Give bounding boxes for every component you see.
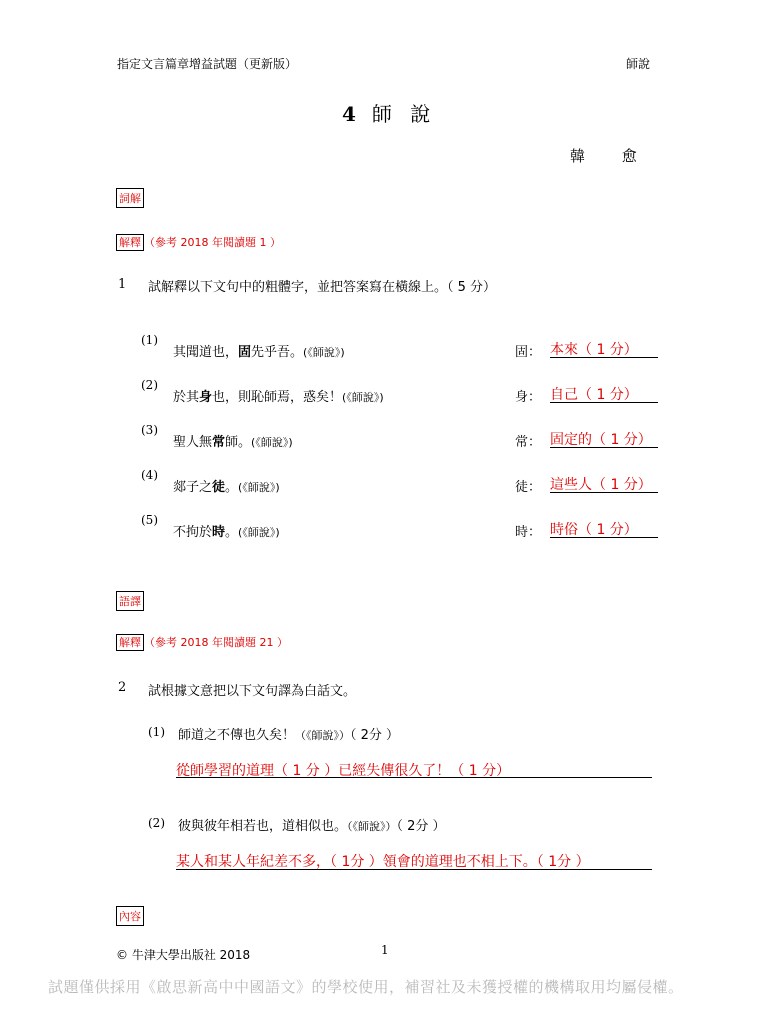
page-number: 1: [381, 943, 389, 957]
answer-line: [550, 474, 658, 493]
item-source: (《師說》): [303, 346, 345, 359]
item-number: (2): [148, 816, 165, 830]
question-number: 1: [118, 277, 127, 292]
item-text-post: 。: [225, 480, 239, 495]
item-text-post: 也，則恥師焉，惑矣！: [212, 390, 343, 405]
item-text: [173, 476, 280, 495]
item-number: (4): [141, 468, 158, 482]
item-text-pre: 聖人無: [173, 435, 213, 450]
item-text-post: 師。: [225, 435, 252, 450]
watermark-text: 試題僅供採用《啟思新高中中國語文》的學校使用，補習社及未獲授權的機構取用均屬侵權。: [48, 978, 684, 996]
item-text: [173, 341, 345, 360]
item-source: (《師說》): [238, 481, 280, 494]
question-text: 試解釋以下文句中的粗體字，並把答案寫在橫線上。（ 5 分）: [148, 280, 497, 295]
item-number: (3): [141, 423, 158, 437]
item-text-post: 先乎吾。: [251, 345, 304, 360]
answer-line: [176, 760, 652, 778]
reference-text: （參考 2018 年閱讀題 21 ）: [144, 636, 288, 649]
answer-key: 身：: [515, 390, 542, 405]
answer-text: 某人和某人年紀差不多，（ 1分 ）領會的道理也不相上下。（ 1分 ）: [176, 854, 590, 870]
item-text-pre: 於其: [173, 390, 200, 405]
section-tag-content: 內容: [116, 906, 144, 926]
title-text: 師 說: [371, 102, 437, 126]
bold-word: 常: [212, 435, 226, 450]
item-text: [178, 724, 399, 743]
answer-text: 這些人（ 1 分）: [550, 477, 652, 493]
answer-line: [550, 519, 658, 538]
answer-line: [550, 339, 658, 358]
bold-word: 固: [238, 345, 252, 360]
item-marks: （ 2分 ）: [396, 819, 446, 834]
explain-tag: 解釋: [116, 234, 144, 251]
answer-text: 自己（ 1 分）: [550, 387, 638, 403]
item-sentence: 師道之不傳也久矣！: [178, 728, 296, 743]
reference-2: [116, 634, 288, 650]
answer-key: 常：: [515, 435, 542, 450]
question-number: 2: [118, 680, 127, 695]
item-source: （《師說》）: [347, 820, 397, 833]
header-right: 師說: [626, 57, 651, 71]
answer-line: [550, 429, 658, 448]
header-left: 指定文言篇章增益試題（更新版）: [117, 57, 298, 71]
answer-key: 固：: [515, 345, 542, 360]
question-text: 試根據文意把以下文句譯為白話文。: [148, 684, 357, 699]
item-number: (2): [141, 378, 158, 392]
item-text: [173, 521, 280, 540]
answer-text: 時俗（ 1 分）: [550, 522, 638, 538]
item-text: [173, 386, 384, 405]
answer-line: [176, 851, 652, 870]
answer-key: 徒：: [515, 480, 542, 495]
item-text-post: 。: [225, 525, 239, 540]
bold-word: 時: [212, 525, 226, 540]
item-number: (5): [141, 513, 158, 527]
answer-text: 本來（ 1 分）: [550, 342, 638, 358]
item-text: [173, 431, 293, 450]
reference-text: （參考 2018 年閱讀題 1 ）: [144, 236, 281, 249]
answer-line: [550, 384, 658, 403]
item-number: (1): [148, 725, 165, 739]
item-text-pre: 不拘於: [173, 525, 213, 540]
bold-word: 徒: [212, 480, 226, 495]
answer-text: 固定的（ 1 分）: [550, 432, 652, 448]
item-number: (1): [141, 333, 158, 347]
item-source: (《師說》): [342, 391, 384, 404]
bold-word: 身: [199, 390, 213, 405]
explain-tag: 解釋: [116, 634, 144, 651]
footer-copyright: © 牛津大學出版社 2018: [116, 948, 251, 962]
item-text-pre: 郯子之: [173, 480, 213, 495]
page-title: [342, 98, 436, 127]
section-tag-vocab: 詞解: [116, 188, 144, 208]
reference-1: [116, 234, 281, 250]
item-marks: （ 2分 ）: [350, 728, 400, 743]
item-source: (《師說》): [238, 526, 280, 539]
item-text-pre: 其聞道也，: [173, 345, 239, 360]
item-source: (《師說》): [251, 436, 293, 449]
item-sentence: 彼與彼年相若也，道相似也。: [178, 819, 348, 834]
answer-text: 從師學習的道理（ 1 分 ）已經失傳很久了！（ 1 分）: [176, 763, 511, 779]
title-number: 4: [342, 102, 362, 126]
author: 韓 愈: [570, 147, 653, 165]
answer-key: 時：: [515, 525, 542, 540]
item-text: [178, 815, 446, 834]
section-tag-translate: 語譯: [116, 591, 144, 611]
item-source: （《師說》）: [295, 729, 351, 742]
